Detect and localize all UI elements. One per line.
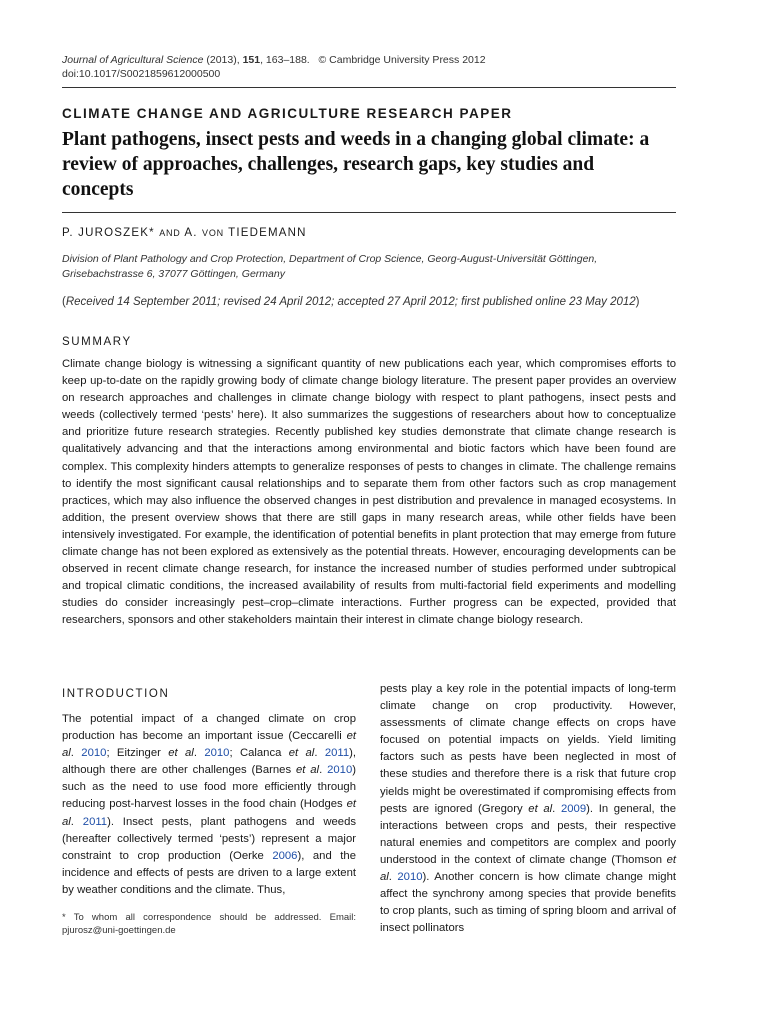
article-title: Plant pathogens, insect pests and weeds in a changing global climate: a review of approaches, challenges, research gaps, key studies and concepts: [62, 129, 650, 200]
journal-name: Journal of Agricultural Science: [62, 54, 204, 66]
received-text: Received 14 September 2011; revised 24 April 2012; accepted 27 April 2012; first published online 23 May 2012: [65, 296, 636, 308]
journal-year: (2013),: [206, 54, 240, 66]
author-2-surname: TIEDEMANN: [228, 227, 307, 239]
header-rule: [62, 87, 676, 88]
summary-text: Climate change biology is witnessing a significant quantity of new publications each year, which compromises efforts to keep up-to-date on the rapidly growing body of climate change biology literature. The present paper provides an overview on research approaches and challenges in climate change biology with respect to plant pathogens, insect pests and weeds (collectively termed ‘pests’ here). It also summarizes the suggestions of researchers about how to conceptualize and prioritize future research strategies. Recently published key studies demonstrate that climate change research is qualitatively advancing and that the interactions among environmental and biotic factors which have been found are complex. This complexity hinders attempts to generalize responses of pests to changes in climate. The challenge remains to identify the most significant causal relationships and to separate them from other factors such as crop management practices, which may also influence the observed changes in pest distribution and prevalence in managed ecosystems. In addition, the present overview shows that there are still gaps in many research areas, while other fields have been intensively investigated. For example, the identification of potential benefits in plant protection that may emerge from future climate change has not been explored as extensively as the potential threats. However, encouraging developments can be observed in recent climate change research, for instance the increased number of studies performed under subtropical and tropical climatic conditions, the increased availability of results from multi-factorial field experiments and modelling studies do consider increasingly pest–crop–climate interactions. Further progress can be expected, provided that researchers, sponsors and other stakeholders maintain their interest in climate change biology research.: [62, 358, 676, 627]
intro-et-al: et al: [168, 747, 194, 760]
author-2-particle: VON: [202, 228, 224, 238]
intro-text: .: [388, 871, 398, 884]
intro-text: ; Eitzinger: [106, 747, 169, 760]
intro-et-al: et al: [62, 798, 356, 828]
intro-text: The potential impact of a changed climate on crop production has become an important issue (Ceccarelli: [62, 713, 356, 743]
summary-heading: SUMMARY: [62, 336, 132, 348]
journal-pages: , 163–188.: [260, 54, 310, 66]
intro-text: .: [314, 747, 325, 760]
introduction-left-column: [62, 711, 356, 899]
section-label: CLIMATE CHANGE AND AGRICULTURE RESEARCH PAPER: [62, 106, 513, 121]
received-open-paren: (: [62, 296, 66, 308]
copyright: © Cambridge University Press 2012: [318, 54, 486, 66]
citation-link[interactable]: 2011: [82, 815, 108, 828]
citation-link[interactable]: 2010: [397, 871, 423, 884]
intro-text: ). In general, the interactions between crops and pests, their respective natural enemies and competitors are complex and poorly understood in the context of climate change (Thomson: [380, 802, 676, 866]
intro-et-al: et al: [295, 764, 320, 777]
author-2-initial: A.: [184, 227, 198, 239]
citation-link[interactable]: 2010: [81, 747, 107, 760]
intro-text: .: [70, 815, 83, 828]
article-page: [62, 0, 676, 1024]
received-close-paren: ): [635, 296, 640, 308]
introduction-heading: INTRODUCTION: [62, 688, 170, 700]
intro-text: ) such as the need to use food more efficiently through reducing post-harvest losses in the food chain (Hodges: [62, 764, 356, 811]
introduction-right-column: [380, 681, 676, 937]
journal-volume: 151: [242, 54, 261, 66]
intro-text: ), although there are other challenges (Barnes: [62, 747, 357, 777]
intro-text: pests play a key role in the potential impacts of long-term climate change on crop productivity. However, assessments of climate change effects on crops have focused on potential impacts on yields. Yield limiting factors such as pests have been neglected in most of these studies and therefore there is a risk that future crop yields might be overestimated if compromising effects from pests are ignored (Gregory: [380, 683, 676, 815]
intro-text: ). Another concern is how climate change might affect the synchrony among species that provide benefits to crop plants, such as timing of spring bloom and arrival of insect pollinators: [380, 871, 677, 935]
doi[interactable]: doi:10.1017/S0021859612000500: [62, 68, 221, 80]
citation-link[interactable]: 2009: [560, 802, 587, 815]
correspondence-footnote: * To whom all correspondence should be addressed. Email: pjurosz@uni-goettingen.de: [62, 912, 356, 936]
intro-text: ). Insect pests, plant pathogens and weeds (hereafter collectively termed ‘pests’) represent a major constraint to crop production (Oerke: [62, 815, 357, 862]
intro-et-al: et al: [380, 853, 676, 884]
intro-text: ), and the incidence and effects of pests are driven to a large extent by weather conditions and the climate. Thus,: [62, 849, 356, 896]
citation-link[interactable]: 2010: [204, 747, 230, 760]
intro-text: ; Calanca: [229, 747, 289, 760]
author-conjunction: AND: [159, 228, 181, 238]
received-dates: [62, 296, 676, 308]
intro-et-al: et al: [288, 747, 315, 760]
intro-text: .: [70, 747, 82, 760]
affiliation: Division of Plant Pathology and Crop Protection, Department of Crop Science, Georg-August-Universität Göttingen, Grisebachstrasse 6, 37077 Göttingen, Germany: [62, 253, 598, 280]
title-rule: [62, 212, 676, 213]
intro-text: .: [193, 747, 205, 760]
citation-link[interactable]: 2011: [324, 747, 350, 760]
journal-citation: [62, 53, 486, 67]
authors: [62, 227, 307, 239]
citation-link[interactable]: 2006: [272, 849, 298, 862]
intro-et-al: et al: [528, 802, 553, 815]
author-1: P. JUROSZEK*: [62, 227, 155, 239]
intro-text: .: [319, 764, 328, 777]
intro-text: .: [552, 802, 561, 815]
intro-et-al: et al: [62, 730, 356, 760]
citation-link[interactable]: 2010: [327, 764, 353, 777]
